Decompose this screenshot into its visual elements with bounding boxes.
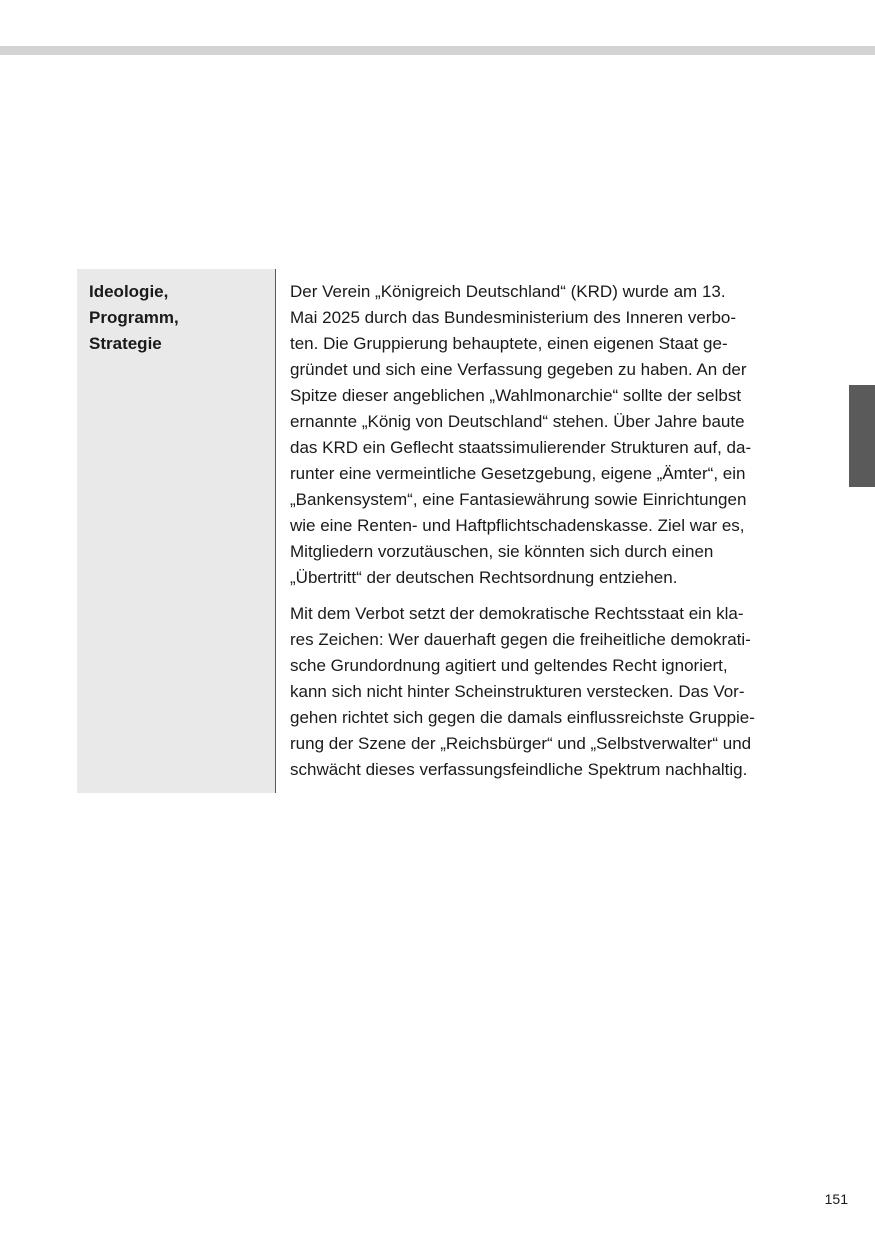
header-rule <box>0 46 875 55</box>
page-number: 151 <box>824 1191 848 1207</box>
paragraph-2: Mit dem Verbot setzt der demokratische Rechtsstaat ein kla- res Zeichen: Wer dauerhaft gegen die freiheitliche demokrati- sche Grundordnung agitiert und geltendes Recht ignoriert, kann sich nicht hinter Scheinstrukturen verstecken. Das Vor- gehen richtet sich gegen die damals einflussreichste Gruppie- rung der Szene der „Reichsbürger“ und „Selbstverwalter“ und schwächt dieses verfassungsfeindliche Spektrum nachhaltig. <box>290 604 755 779</box>
chapter-tab-marker <box>849 385 875 487</box>
info-table <box>77 269 797 793</box>
content-cell <box>276 269 797 793</box>
section-label: Ideologie, Programm, Strategie <box>89 282 179 353</box>
label-cell <box>77 269 276 793</box>
paragraph-1: Der Verein „Königreich Deutschland“ (KRD) wurde am 13. Mai 2025 durch das Bundesministerium des Inneren verbo- ten. Die Gruppierung behauptete, einen eigenen Staat ge- gründet und sich eine Verfassung gegeben zu haben. An der Spitze dieser angeblichen „Wahlmonarchie“ sollte der selbst ernannte „König von Deutschland“ stehen. Über Jahre baute das KRD ein Geflecht staatssimulierender Strukturen auf, da- runter eine vermeintliche Gesetzgebung, eigene „Ämter“, ein „Bankensystem“, eine Fantasiewährung sowie Einrichtungen wie eine Renten- und Haftpflichtschadenskasse. Ziel war es, Mitgliedern vorzutäuschen, sie könnten sich durch einen „Übertritt“ der deutschen Rechtsordnung entziehen. <box>290 282 752 587</box>
